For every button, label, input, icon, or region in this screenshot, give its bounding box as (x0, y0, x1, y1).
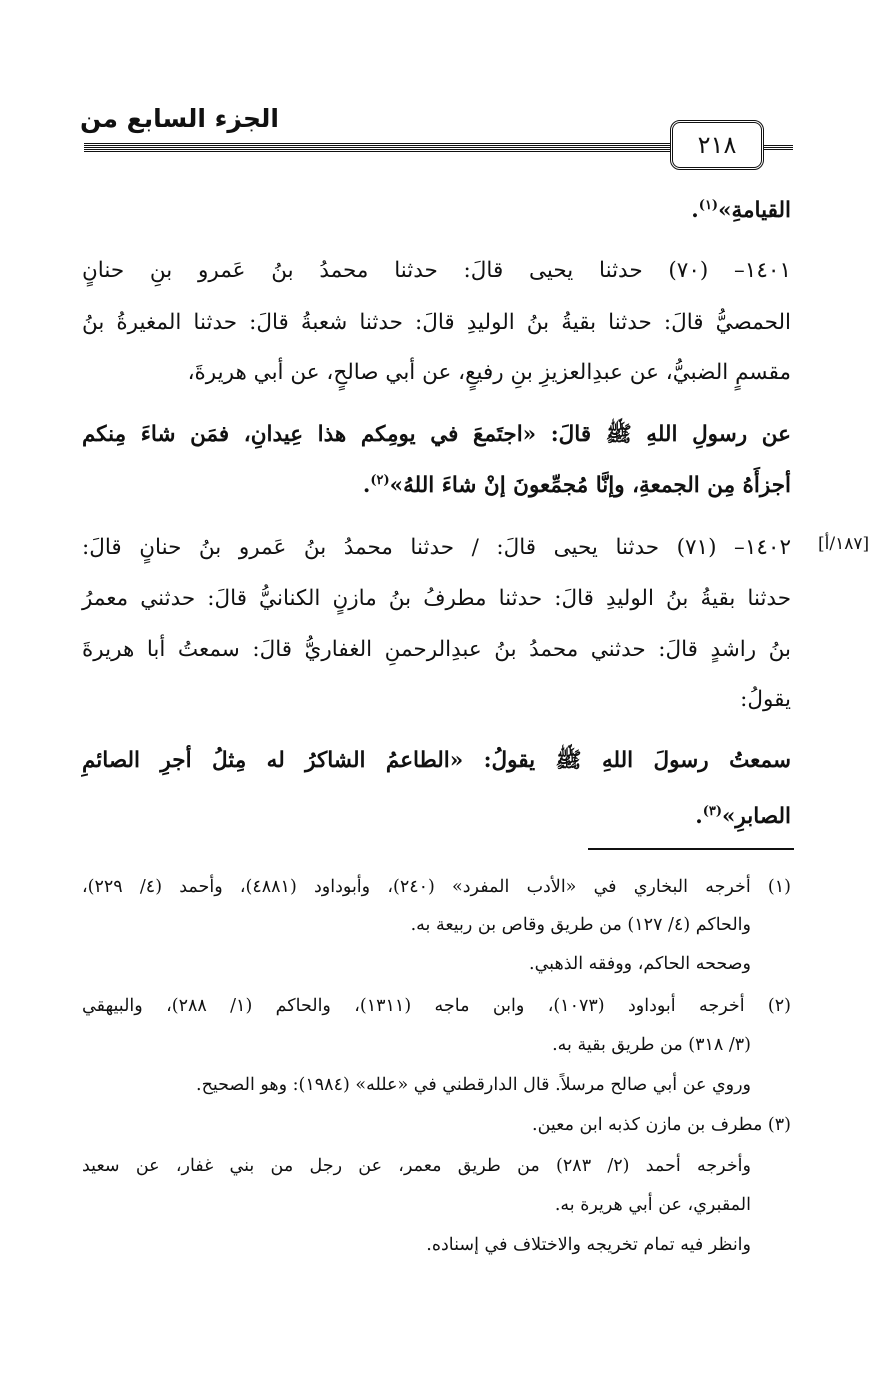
hadith-1402-line-3: بنُ راشدٍ قالَ: حدثني محمدُ بنُ عبدِالرحمنِ الغفاريُّ قالَ: سمعتُ أبا هريرةَ (82, 637, 791, 662)
line-text: الصابرِ» (721, 804, 791, 830)
line-punctuation: . (695, 804, 703, 830)
line-text: أجزأَهُ مِن الجمعةِ، وإنَّا مُجمِّعونَ إنْ شاءَ اللهُ» (389, 473, 791, 499)
text-line (691, 191, 791, 226)
line-text: القيامةِ» (718, 198, 791, 224)
footnote-2-line-3: وروي عن أبي صالح مرسلاً. قال الدارقطني في «علله» (١٩٨٤): وهو الصحيح. (196, 1075, 751, 1095)
hadith-1401-line-3: مقسمٍ الضبيُّ، عن عبدِالعزيزِ بنِ رفيعٍ، عن أبي صالحٍ، عن أبي هريرةَ، (187, 360, 791, 385)
footnote-1-line-1: (١) أخرجه البخاري في «الأدب المفرد» (٢٤٠)، وأبوداود (٤٨٨١)، وأحمد (٤/ ٢٢٩)، (82, 877, 791, 897)
footnote-marker: (١) (698, 198, 719, 213)
header-rule (84, 143, 674, 152)
hadith-1401-line-1: ١٤٠١– (٧٠) حدثنا يحيى قالَ: حدثنا محمدُ بنُ عَمرو بنِ حنانٍ (82, 258, 791, 283)
footnote-1-line-2: والحاكم (٤/ ١٢٧) من طريق وقاص بن ربيعة به. (410, 915, 751, 935)
hadith-1402-line-1: ١٤٠٢– (٧١) حدثنا يحيى قالَ: / حدثنا محمدُ بنُ عَمرو بنُ حنانٍ قالَ: (82, 535, 792, 560)
line-punctuation: . (362, 473, 371, 499)
hadith-1402-line-2: حدثنا بقيةُ بنُ الوليدِ قالَ: حدثنا مطرفُ بنُ مازنٍ الكنانيُّ قالَ: حدثني معمرُ (82, 586, 791, 611)
hadith-1402-line-4: يقولُ: (740, 687, 791, 712)
hadith-1402-matn-line-1: سمعتُ رسولَ اللهِ ﷺ يقولُ: «الطاعمُ الشاكرُ له مِثلُ أجرِ الصائمِ (82, 748, 791, 773)
footnote-3-line-1: (٣) مطرف بن مازن كذبه ابن معين. (532, 1115, 791, 1135)
footnote-3-line-3: المقبري، عن أبي هريرة به. (554, 1195, 751, 1215)
hadith-1402-matn-line-2 (695, 797, 791, 832)
manuscript-folio-reference: [١٨٧/أ] (818, 534, 870, 554)
footnote-3-line-2: وأخرجه أحمد (٢/ ٢٨٣) من طريق معمر، عن رجل من بني غفار، عن سعيد (82, 1156, 751, 1176)
footnote-2-line-1: (٢) أخرجه أبوداود (١٠٧٣)، وابن ماجه (١٣١١)، والحاكم (١/ ٢٨٨)، والبيهقي (82, 996, 791, 1016)
hadith-1401-line-2: الحمصيُّ قالَ: حدثنا بقيةُ بنُ الوليدِ قالَ: حدثنا شعبةُ قالَ: حدثنا المغيرةُ بنُ (82, 310, 791, 335)
hadith-1401-matn-line-2 (363, 466, 791, 501)
footnote-separator (588, 848, 794, 850)
line-punctuation: . (691, 198, 699, 224)
footnote-1-line-3: وصححه الحاكم، ووفقه الذهبي. (529, 954, 751, 974)
footnote-marker: (٣) (702, 804, 722, 819)
page-number: ٢١٨ (697, 131, 737, 159)
header-rule-right (760, 145, 793, 150)
footnote-marker: (٢) (370, 473, 390, 488)
page-number-box (670, 120, 764, 170)
footnote-3-line-4: وانظر فيه تمام تخريجه والاختلاف في إسناده. (426, 1235, 751, 1255)
hadith-1401-matn-line-1: عن رسولِ اللهِ ﷺ قالَ: «اجتَمعَ في يومِكم هذا عِيدانِ، فمَن شاءَ مِنكم (82, 422, 791, 447)
footnote-2-line-2: (٣/ ٣١٨) من طريق بقية به. (552, 1035, 751, 1055)
running-header-title: الجزء السابع من (80, 104, 279, 133)
